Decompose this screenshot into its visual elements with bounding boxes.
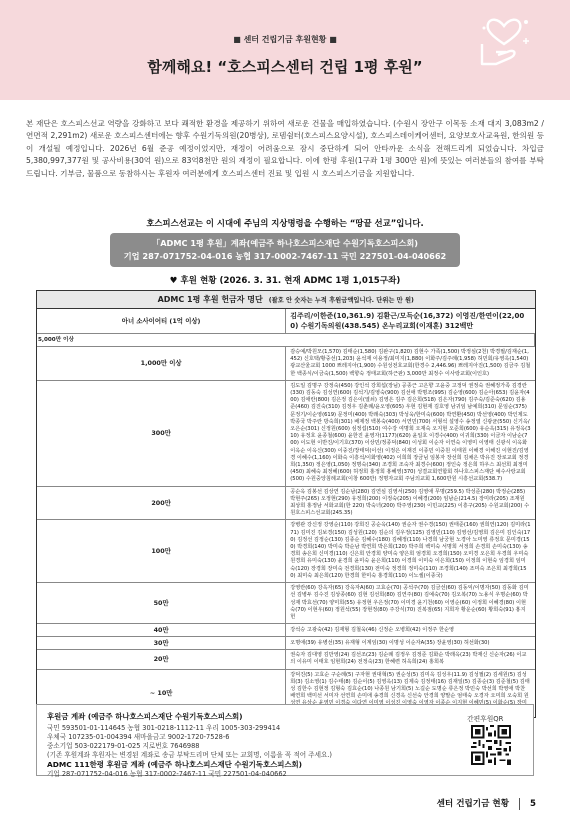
donation-tier: 30만 xyxy=(37,637,286,650)
table-subtitle: (괄호 안 숫자는 누적 후원금액입니다. 단위는 만 원) xyxy=(268,297,414,304)
table-row xyxy=(37,347,535,381)
donation-tier: 20만 xyxy=(37,650,286,669)
section-kicker: ■ 센터 건립기금 후원현황 ■ xyxy=(233,35,337,44)
page-number: 5 xyxy=(530,799,536,809)
table-row xyxy=(37,520,535,583)
qr-label: 간편후원QR xyxy=(467,715,504,723)
donation-tier: 40만 xyxy=(37,624,286,637)
table-row xyxy=(37,583,535,624)
intro-paragraph: 본 재단은 호스피스선교 역량을 강화하고 보다 쾌적한 환경을 제공하기 위하여 새로운 건물을 매입하였습니다. (수원시 장안구 이목동 소재 대지 3,083m2 / 연면적 2,291m2) 새로운 호스피스센터에는 향후 수원기독의원(20병상), 로뎀쉼터(호스피스요양시설), 호스피스데이케어센터, 요양보호사교육원, 한의원 등이 개설될 예정입니다. 2026년 6월 준공 예정이었지만, 재정이 어려움으로 잠시 중단하게 되어 안타까운 소식을 전해드리게 되었습니다. 차입금 5,380,997,377원 및 공사비용(30억 원)으로 83억8천만 원의 재정이 필요합니다. 이에 한평 후원(1구좌 1평 300만 원)에 뜻있는 여러분들의 참여를 부탁드립니다. 기부금, 물품으로 동참하시는 후원자 여러분에게 호스피스센터 진료 및 입원 시 호스피스기금을 지원합니다. xyxy=(26,119,544,178)
admc-account-line: 기업 287-071752-04-016 농협 317-0002-7467-11 국민 227501-04-040662 xyxy=(47,770,287,778)
table-row xyxy=(37,624,535,637)
account-banner xyxy=(110,233,460,267)
donation-tier: 300만 xyxy=(37,380,286,486)
donation-tier: 50만 xyxy=(37,583,286,624)
table-row xyxy=(37,380,535,486)
account-line: 국민 593501-01-114645 농협 301-0218-1112-11 우리 1005-303-299414 xyxy=(47,724,281,732)
donation-tier: 5,000만 이상 xyxy=(37,334,535,347)
donor-names: 권숙자 김대영 김만영(24) 김선조(23) 김순례 김정우 김정준 김화순 박래옥(23) 박재신 신순자(26) 이교의 이유미 이태호 임현희(24) 전정숙(23) 한혜련 허옥희(24) 홍희복 xyxy=(286,650,535,669)
intro-emphasis: 호스피스선교는 이 시대에 주님의 지상명령을 수행하는 “땅끝 선교”입니다. xyxy=(146,218,424,228)
footer-section-label: 센터 건립기금 현황 xyxy=(436,799,510,809)
donor-rows xyxy=(37,309,535,717)
table-header xyxy=(37,291,535,309)
donation-tier: 100만 xyxy=(37,520,286,583)
table-row xyxy=(37,650,535,669)
heart-hands-icon xyxy=(476,14,532,76)
donor-names: 강덕진(5) 고효순 구순례(5) 구자현 권대혁(5) 권순성(5) 김미옥 김성우(11.9) 김성필(2) 김세원(5) 김성희(3) 김소영(1) 김수태(8) 김순이(5) 김영옥(13) 김제숙 김정태(16) 김재일(5) 김종순(3) 김준철(5) 김태성 김한수 김현정 김형숙 김효순(10) 나종원 남기희(5) 노길순 도명순 류은정 박민숙 박선희 박영애 박찬 배연희 백미선 서미자 선연희 손미애 송경희 신경옥 신선숙 안경희 양말순 엄태숙 오경자 오미희 오숙희 원 xyxy=(286,669,535,717)
page-title: 함께해요! “호스피스센터 건립 1평 후원” xyxy=(147,58,423,76)
table-row xyxy=(37,637,535,650)
donor-names: 김도일 김명구 강정숙(450) 강인석 강희섭(장님) 공종근 고은향 고윤중 고정덕 권정숙 권혜정가족 김경란(330) 김동숙 김성연(600) 김석기/김영숙(900) 김선애 박명조(995) 김순영(600) 김순아(653) 김윤자(400) 김애란(800) 김은정 김은이(열쇠) 김영은 김주 김은희(518) 김은자(790) 김주숙/김준숙(620) 김용준(460) 김진숙(310) 김정우 김춘례/윤오영(605) 우현 김현재 김호영 남귀임 남예희(310) 문임순(375) 문정기/이순영(619) 문정미(400) 박래숙(303) 박성욱/한미숙(600) 박연환(450) 박선영(400) 박인제도 박종국 박주란 방숙희(301) 배제정 백봉숙(400) 서연민(700) 서형석 설영수 송정열 신광균(550) 신기옥/오은순(301) 신정원(600) 심정섭(510) 여수강 여명희 오재숙 오지현 오준희(600) 유순옥(315) 유정옥(310) 유정호 윤종철(600) 윤한진 윤영자(1177)(620) 윤일호 이경수(400) 이귀희(330) 이금자 이남순(700) 이도현 이반진/이기호(370) 이상민/정종덕(840) 이성회 이순자 이연숙 이영미 이영태 신광식 이옥화 이옥순 이옥신(300) 이중진/장태덕(이선) 이정은 이재진 이종민 이중원 이태원 이해경 이해진 이현진/김영경 이혜수(1,160) 이화숙 이흥석/이화영(402) 이희희 장금님 임봉자 장선희 김채은 박유진 장로교회 정경희(1,350) 정은영(1,050) 정명숙(340) 조경희 조숙자 최경수(600) 정인숙 정은희 하우스 최선희 최정미(450) 최혜숙 최정혜(600) 허정희 홍정희 홍혜영(370) 성결교회연합회 하나호스피스재단 예수사랑교회(500) 수원중앙침례교회(이창 600만) 정명자교회 주님의교회 1,600만원 시흥선교회(538.7) xyxy=(286,380,535,486)
donor-names: 김주리/이한준(10,361.9) 김환근/모득순(16,372) 이영진/한연이(22,000) 수원기독의원(438.545) 온누리교회(이재훈) 312백만 xyxy=(286,309,535,334)
footer-divider xyxy=(519,798,520,810)
account-line: 우체국 107235-01-004394 새마을금고 9002-1720-7528-6 xyxy=(47,733,230,741)
qr-code-icon[interactable] xyxy=(471,725,511,765)
donor-names: 오명애(39) 유병선(35) 유재형 이계임(30) 이명성 이순자A(35) 장윤영(30) 허선화(30) xyxy=(286,637,535,650)
donation-status: ♥ 후원 현황 (2026. 3. 31. 현재 ADMC 1평 1,015구좌) xyxy=(169,276,401,286)
account-line: 중소기업 503-022179-01-025 지로번호 7646988 xyxy=(47,742,200,750)
table-title: ADMC 1평 후원 헌금자 명단 xyxy=(157,295,263,304)
account-title: 후원금 계좌 (예금주 하나호스피스재단 수원기독호스피스회) xyxy=(47,712,243,721)
donor-table xyxy=(36,290,536,718)
page-footer xyxy=(437,797,536,810)
donation-tier: 200만 xyxy=(37,486,286,520)
donation-tier: 아너 소사이어티 (1억 이상) xyxy=(37,309,286,334)
account-banner-line2: 기업 287-071752-04-016 농협 317-0002-7467-11 국민 227501-04-040662 xyxy=(123,251,447,261)
donor-names: 강영란(60) 강옥자(65) 강옥자A(60) 고효순(70) 공석주(70) 김금선(60) 김동익/이명자(50) 김동화 김미선 김병두 김수진 김상종(60) 김현 김선희(80) 김연주(80) 김예숙(70) 김오복(70) 노용식 우명순(60) 박성재 박효선(70) 양미희(55) 유정현 우은정(70) 이미경 윤기천(60) 이영순(60) 이정희 이혜경(80) 이현숙(70) 이현우(60) 정원석(55) 장현정(80) 주강식(70) 진복점(65) 지희자 황운순(60) 황희숙(91) 홍지헌 xyxy=(286,583,535,624)
donation-tier: 1,000만 이상 xyxy=(37,347,286,381)
table-row xyxy=(37,309,535,334)
donor-names: 감승예/박원모(1,570) 김태순(1,580) 김완구(1,820) 김현수 가족(1,500) 박정심(2천) 박경필/김재순(1,452) 신호택/황중선(1,203) 윤석재 이용정/최미지(1,880) 이화주/김주례(1,958) 허민회/유영옥(1,540) 광교산울교회 1000 쁘레지아(1,900) 수원성전호교회(한경수 2,446.96) 쁘레지아진(1,500) 김금주 김철한 백종식/이금숙(1,500) 백향숙 정태교회(하근판) 3,000만 최정수 이사랑교회(이인호) xyxy=(286,347,535,381)
donation-tier: ~ 10만 xyxy=(37,669,286,717)
donor-names: 강석승 고광숙(42) 김재형 김철욱(46) 신정순 오병희(42) 이정주 한순영 xyxy=(286,624,535,637)
table-row xyxy=(37,486,535,520)
account-info-box xyxy=(36,704,534,776)
donor-names: 공순옥 김봉선 김상연 김순남(280) 김연심 김영서(250) 김영애 무명(259.5) 박성준(280) 박정순(285) 박현주(265) 오정현(290) 유정희(200) 이정숙(205) 이혜경(200) 임남순(214.5) 장미라(205) 조재원 최상희 홍정남 서화교회(한 220) 박숙녀(200) 박주영(230) 이민교(225) 이흥구(205) 수원교회(200) 수원호스피스선교회(245.35) xyxy=(286,486,535,520)
account-note: (기존 후원계좌 후원자는 변경된 계좌로 송금 부탁드리며 단체 또는 교회명, 이름을 꼭 적어 주세요.) xyxy=(47,751,332,759)
account-banner-line1: 「ADMC 1평 후원」계좌(예금주 하나호스피스재단 수원기독호스피스회) xyxy=(152,238,418,248)
admc-account-title: ADMC 111한평 후원금 계좌 (예금주 하나호스피스재단 수원기독호스피스회) xyxy=(47,760,303,769)
table-row xyxy=(37,334,535,347)
donor-names: 강병관 강신정 강영순(110) 강희진 공순옥(140) 권순자 권수경(150) 권태준(160) 권희연(120) 김미라(171) 김미진 김보경(150) 김성원(120) 김순의 김우정(125) 김영민(110) 김영선/김영희 김은미 김인숙(170) 김정선 김정순(130) 김종순 김혜수(180) 김혜정(110) 나경희 남궁현 노경아 노미영 류정호 문미경(150) 박경희(140) 박미숙 박순남 박연희 박은희(120) 박주희 백미숙 서명희 서정희 손경희 손미숙(130) 송경희 송은희 신미경(110) 신은희 안경희 양미숙 양은희 엄경희 오경희(150) 오미경 오은희 우경희 우미숙 원경희 유미숙(130) 윤경희 윤미숙 윤은희(110) 이경희 이미숙 이은희(150) 이정희 이현숙 임경희 임미숙(120) 장경희 장미숙 전경희(130) 전미숙 정경희 정미숙(110) 조경희(140) 조미숙 조은희 최경희(150) 최미숙 최은희(120) 한경희 한미숙 홍경희(110) 이노셀(이종국) xyxy=(286,520,535,583)
